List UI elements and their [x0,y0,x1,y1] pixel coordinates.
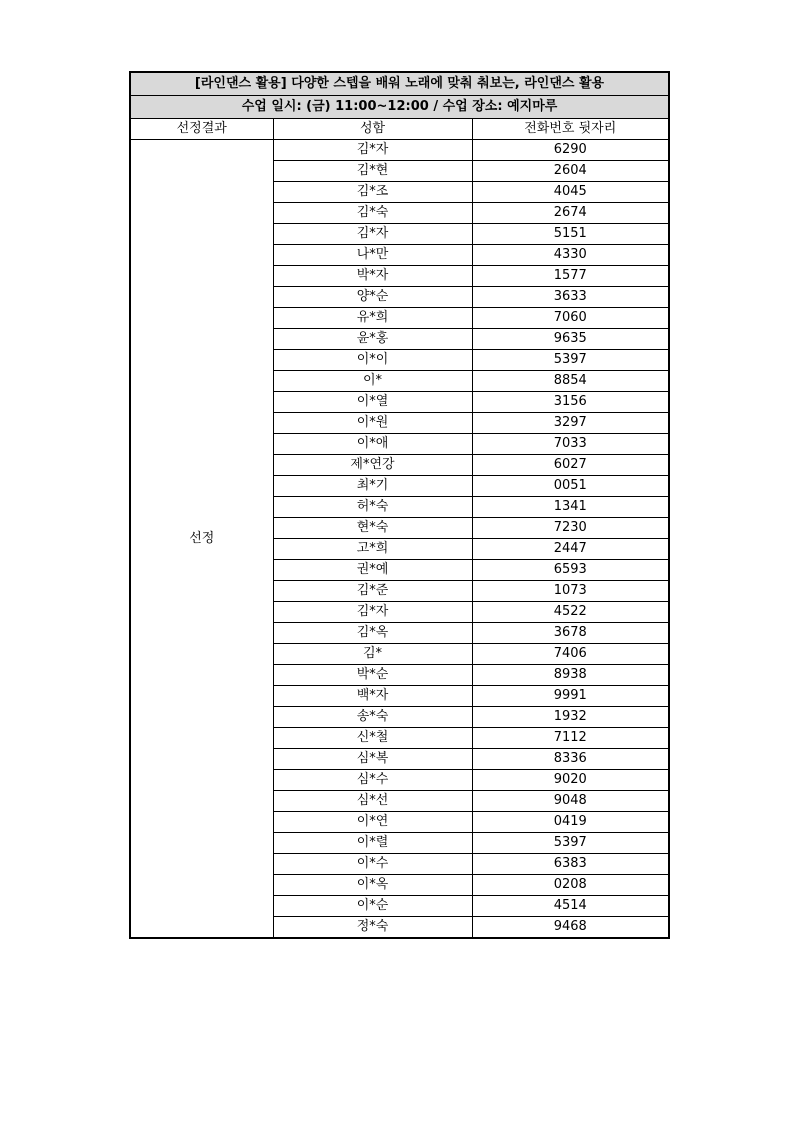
phone-cell: 0419 [472,812,669,833]
name-cell: 이* [273,371,472,392]
phone-cell: 9048 [472,791,669,812]
phone-cell: 6027 [472,455,669,476]
header-result: 선정결과 [130,119,273,140]
phone-cell: 4330 [472,245,669,266]
name-cell: 허*숙 [273,497,472,518]
phone-cell: 5397 [472,833,669,854]
name-cell: 제*연강 [273,455,472,476]
name-cell: 심*복 [273,749,472,770]
name-cell: 김*옥 [273,623,472,644]
name-cell: 이*옥 [273,875,472,896]
name-cell: 양*순 [273,287,472,308]
name-cell: 권*예 [273,560,472,581]
name-cell: 이*수 [273,854,472,875]
phone-cell: 5151 [472,224,669,245]
name-cell: 나*만 [273,245,472,266]
phone-cell: 5397 [472,350,669,371]
phone-cell: 1577 [472,266,669,287]
table-row [130,140,669,161]
phone-cell: 7230 [472,518,669,539]
name-cell: 고*희 [273,539,472,560]
name-cell: 이*렬 [273,833,472,854]
phone-cell: 2604 [472,161,669,182]
phone-cell: 9020 [472,770,669,791]
name-cell: 현*숙 [273,518,472,539]
name-cell: 김*준 [273,581,472,602]
name-cell: 심*수 [273,770,472,791]
phone-cell: 3633 [472,287,669,308]
phone-cell: 7112 [472,728,669,749]
document-title: [라인댄스 활용] 다양한 스텝을 배워 노래에 맞춰 춰보는, 라인댄스 활용 [130,72,669,96]
name-cell: 김*자 [273,602,472,623]
name-cell: 이*순 [273,896,472,917]
phone-cell: 7033 [472,434,669,455]
phone-cell: 1341 [472,497,669,518]
name-cell: 윤*홍 [273,329,472,350]
phone-cell: 6290 [472,140,669,161]
name-cell: 김*자 [273,140,472,161]
phone-cell: 4522 [472,602,669,623]
name-cell: 정*숙 [273,917,472,939]
name-cell: 김* [273,644,472,665]
name-cell: 백*자 [273,686,472,707]
phone-cell: 8854 [472,371,669,392]
name-cell: 심*선 [273,791,472,812]
name-cell: 최*기 [273,476,472,497]
name-cell: 이*이 [273,350,472,371]
phone-cell: 8336 [472,749,669,770]
phone-cell: 6383 [472,854,669,875]
phone-cell: 2674 [472,203,669,224]
phone-cell: 2447 [472,539,669,560]
phone-cell: 3678 [472,623,669,644]
name-cell: 유*희 [273,308,472,329]
header-name: 성함 [273,119,472,140]
phone-cell: 3297 [472,413,669,434]
name-cell: 신*철 [273,728,472,749]
phone-cell: 7406 [472,644,669,665]
phone-cell: 0208 [472,875,669,896]
phone-cell: 4045 [472,182,669,203]
phone-cell: 7060 [472,308,669,329]
name-cell: 이*열 [273,392,472,413]
name-cell: 김*현 [273,161,472,182]
header-phone: 전화번호 뒷자리 [472,119,669,140]
phone-cell: 9991 [472,686,669,707]
phone-cell: 8938 [472,665,669,686]
phone-cell: 1932 [472,707,669,728]
phone-cell: 6593 [472,560,669,581]
selection-result-cell: 선정 [130,140,273,939]
name-cell: 김*숙 [273,203,472,224]
phone-cell: 3156 [472,392,669,413]
class-schedule: 수업 일시: (금) 11:00~12:00 / 수업 장소: 예지마루 [130,96,669,119]
phone-cell: 1073 [472,581,669,602]
name-cell: 이*연 [273,812,472,833]
name-cell: 김*조 [273,182,472,203]
name-cell: 이*애 [273,434,472,455]
name-cell: 박*순 [273,665,472,686]
selection-table [129,71,670,939]
name-cell: 이*원 [273,413,472,434]
phone-cell: 4514 [472,896,669,917]
name-cell: 박*자 [273,266,472,287]
name-cell: 송*숙 [273,707,472,728]
phone-cell: 0051 [472,476,669,497]
phone-cell: 9468 [472,917,669,939]
name-cell: 김*자 [273,224,472,245]
header-row [130,119,669,140]
phone-cell: 9635 [472,329,669,350]
